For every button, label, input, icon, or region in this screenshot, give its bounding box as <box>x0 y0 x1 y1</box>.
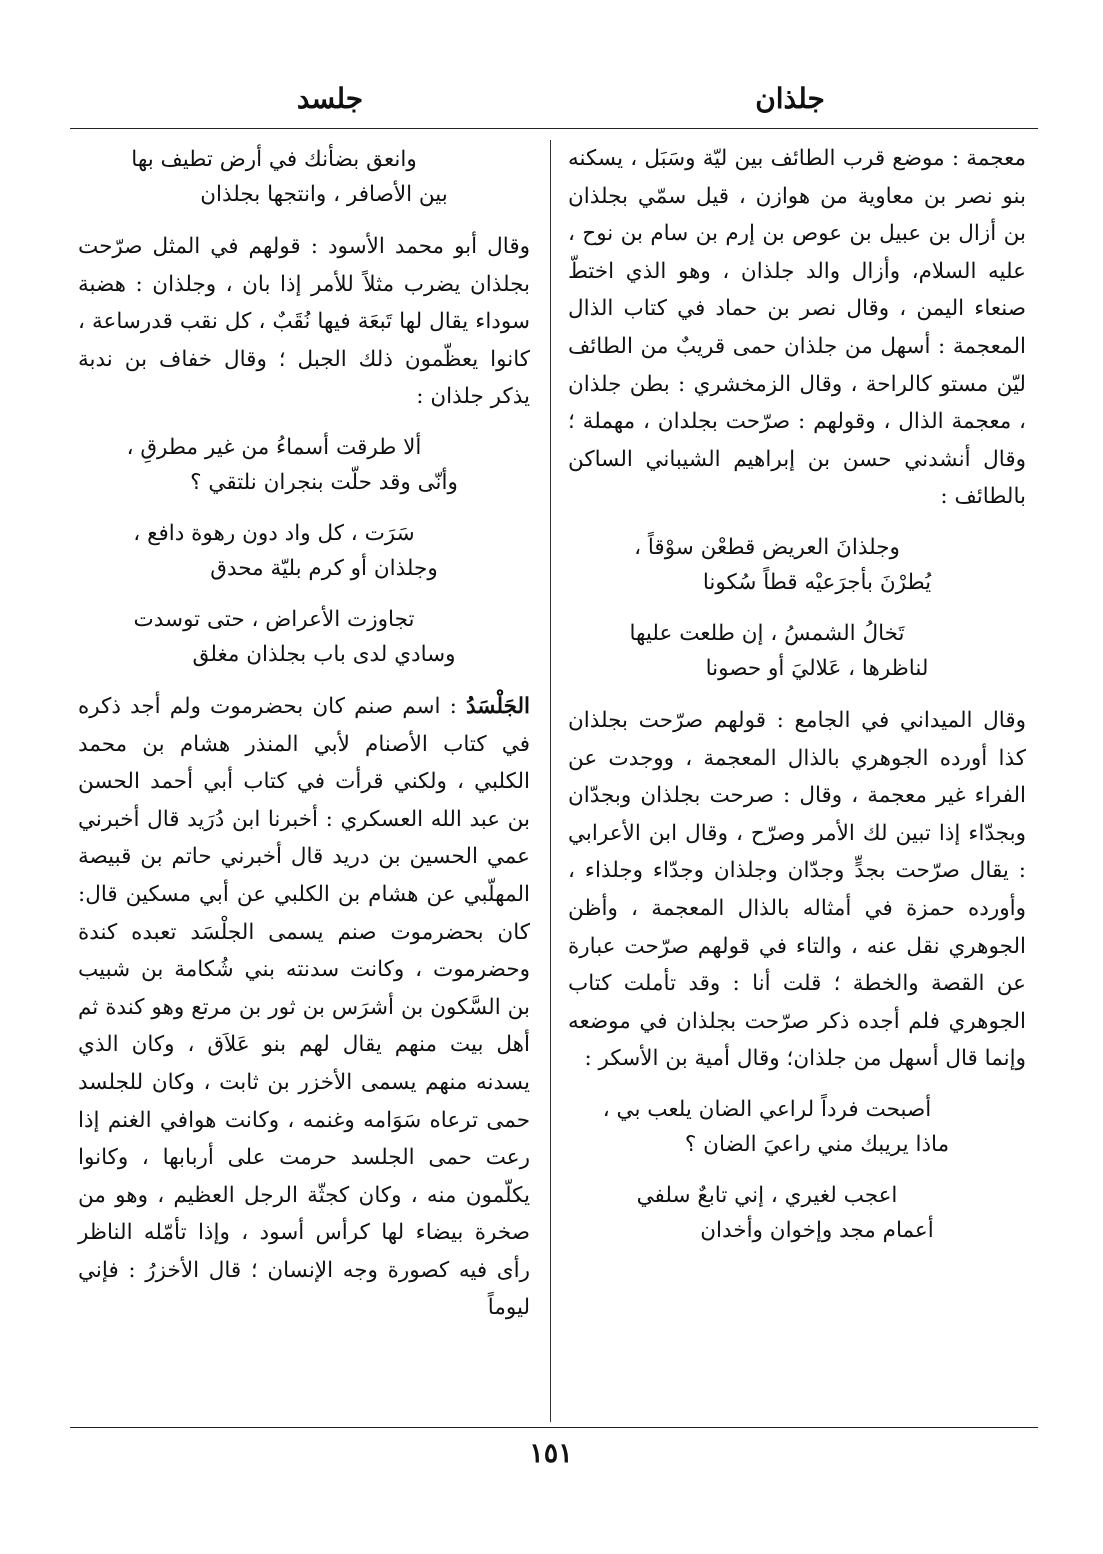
entry-headword: الجَلْسَدُ <box>466 693 530 719</box>
right-verse-group-3 <box>568 1092 1026 1162</box>
top-rule <box>70 128 1038 129</box>
verse-line: وجلذانَ العريض قطعْن سوْقاً ، <box>634 534 900 560</box>
right-verse-group-4 <box>568 1178 1026 1248</box>
verse-line: سَرَت ، كل واد دون رهوة دافع ، <box>133 520 415 546</box>
right-column-header: جلذان <box>755 82 825 115</box>
right-paragraph-2: وقال الميداني في الجامع : قولهم صرّحت بجلذان كذا أورده الجوهري بالذال المعجمة ، ووجدت عن الفراء غير معجمة ، وقال : صرحت بجلذان وبجدّان وبجدّاء إذا تبين لك الأمر وصرّح ، وقال ابن الأعرابي : يقال صرّحت بجدٍّ وجدّان وجلذان وجدّاء وجلذاء ، وأورده حمزة في أمثاله بالذال المعجمة ، وأظن الجوهري نقل عنه ، والتاء في قولهم صرّحت عبارة عن القصة والخطة ؛ قلت أنا : وقد تأملت كتاب الجوهري فلم أجده ذكر صرّحت بجلذان في موضعه وإنما قال أسهل من جلذان؛ وقال أمية بن الأسكر : <box>568 707 1026 1072</box>
entry-definition: : اسم صنم كان بحضرموت ولم أجد ذكره في كتاب الأصنام لأبي المنذر هشام بن محمد الكلبي ، ولكني قرأت في كتاب أبي أحمد الحسن بن عبد الله العسكري : أخبرنا ابن دُرَيد قال أخبرني عمي الحسين بن دريد قال أخبرني حاتم بن قبيصة المهلّبي عن هشام بن الكلبي عن أبي مسكين قال: كان بحضرموت صنم يسمى الجلْسَد تعبده كندة وحضرموت ، وكانت سدنته بني شُكامة بن شبيب بن السَّكون بن أشرَس بن ثور بن مرتع وهو كندة ثم أهل بيت منهم يقال لهم بنو عَلاَق ، وكان الذي يسدنه منهم يسمى الأخزر بن ثابت ، وكان للجلسد حمى ترعاه سَوَامه وغنمه ، وكانت هوافي الغنم إذا رعت حمى الجلسد حرمت على أربابها ، وكانوا يكلّمون منه ، وكان كجثّة الرجل العظيم ، وهو من صخرة بيضاء لها كرأس أسود ، وإذا تأمّله الناظر رأى فيه كصورة وجه الإنسان ؛ قال الأخزرُ : فإني ليوماً <box>78 693 530 1321</box>
verse-line: بين الأصافر ، وانتجها بجلذان <box>200 182 448 207</box>
right-verse-group-1 <box>568 530 1026 600</box>
column-divider <box>550 140 551 1422</box>
page-number: ١٥١ <box>529 1438 573 1469</box>
left-paragraph-2 <box>78 688 530 1327</box>
left-column <box>78 140 530 1327</box>
verse-line: ألا طرقت أسماءُ من غير مطرقِ ، <box>126 434 422 460</box>
right-paragraph-1: معجمة : موضع قرب الطائف بين ليّة وسَبَل ، يسكنه بنو نصر بن معاوية من هوازن ، قيل سمّي بجلذان بن أزال بن عبيل بن عوص بن إرم بن سام بن نوح ، عليه السلام، وأزال والد جلذان ، وهو الذي اختطّ صنعاء اليمن ، وقال نصر بن حماد في كتاب الذال المعجمة : أسهل من جلذان حمى قريبٌ من الطائف ليّن مستو كالراحة ، وقال الزمخشري : بطن جلذان ، معجمة الذال ، وقولهم : صرّحت بجلدان ، مهملة ؛ وقال أنشدني حسن بن إبراهيم الشيباني الساكن بالطائف : <box>568 146 1026 510</box>
left-column-header: جلسد <box>296 82 364 115</box>
left-verse-group-3 <box>78 602 530 672</box>
verse-line: تجاوزت الأعراض ، حتى توسدت <box>133 606 415 632</box>
right-verse-group-2 <box>568 616 1026 686</box>
verse-line: وأنّى وقد حلّت بنجران نلتقي ؟ <box>190 469 458 495</box>
verse-line: وسادي لدى باب بجلذان مغلق <box>192 641 456 667</box>
verse-line: اعجب لغيري ، إني تابعٌ سلفي <box>636 1182 898 1208</box>
left-paragraph-1: وقال أبو محمد الأسود : قولهم في المثل صرّحت بجلذان يضرب مثلاً للأمر إذا بان ، وجلذان : هضبة سوداء يقال لها تَبعَة فيها نُقَبٌ ، كل نقب قدرساعة ، كانوا يعظّمون ذلك الجبل ؛ وقال خفاف بن ندبة يذكر جلذان : <box>78 234 530 410</box>
left-verse-group-2 <box>78 516 530 586</box>
verse-line: يُطرْنَ بأجرَعيْه قطاً سُكونا <box>702 569 932 595</box>
verse-line: ماذا يريبك مني راعيَ الضان ؟ <box>684 1131 950 1157</box>
verse-line: لناظرها ، عَلاليَ أو حصونا <box>705 655 929 681</box>
verse-line: وجلذان أو كرم بليّة محدق <box>210 555 438 581</box>
verse-line: أعمام مجد وإخوان وأخدان <box>700 1217 934 1243</box>
verse-line: وانعق بضأنك في أرض تطيف بها <box>131 147 417 172</box>
right-column <box>568 140 1026 1264</box>
left-verse-group-1 <box>78 430 530 500</box>
left-verse-group-0 <box>78 142 530 212</box>
verse-line: أصبحت فرداً لراعي الضان يلعب بي ، <box>602 1096 932 1122</box>
verse-line: تَخالُ الشمسُ ، إن طلعت عليها <box>629 620 905 646</box>
bottom-rule <box>70 1427 1038 1428</box>
